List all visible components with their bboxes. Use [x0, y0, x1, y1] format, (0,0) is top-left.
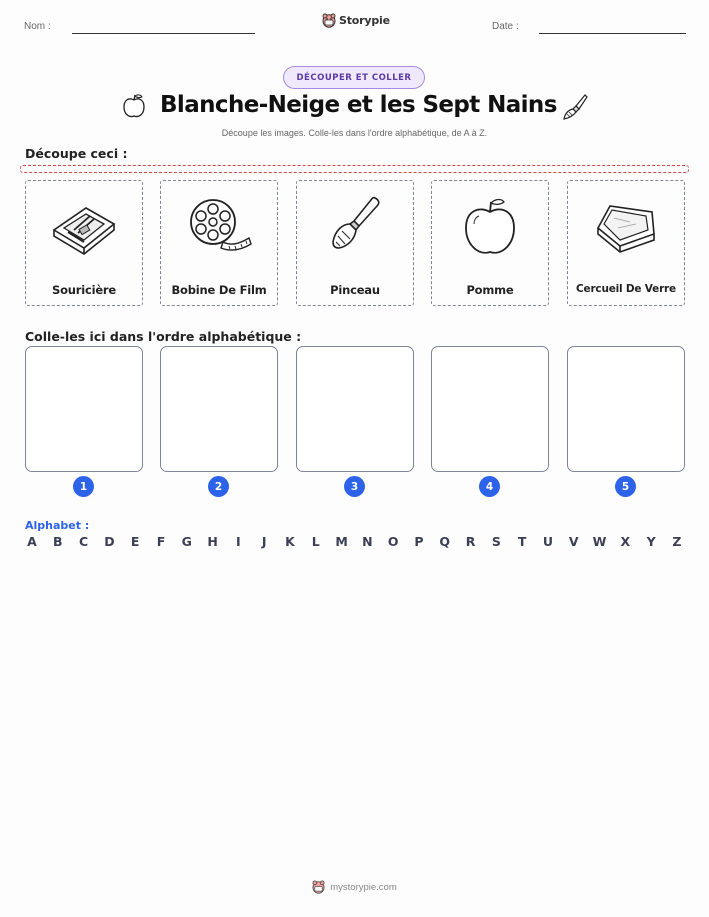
alphabet-letter: M — [335, 534, 348, 549]
film-reel-icon — [183, 194, 255, 258]
storypie-mascot-icon — [312, 880, 325, 894]
cutout-card-paintbrush[interactable] — [296, 180, 414, 306]
apple-icon — [454, 194, 526, 258]
alphabet-letter: U — [542, 534, 554, 549]
paste-box-3[interactable] — [296, 346, 414, 472]
paintbrush-icon — [561, 92, 589, 122]
apple-icon — [121, 92, 147, 120]
cut-line — [20, 165, 689, 173]
paste-box-1[interactable] — [25, 346, 143, 472]
date-line[interactable] — [539, 33, 686, 34]
footer — [0, 880, 709, 894]
mousetrap-icon — [48, 194, 120, 258]
card-label: Pinceau — [330, 283, 380, 297]
order-number-badge: 5 — [615, 476, 636, 497]
date-label: Date : — [492, 21, 519, 32]
cutout-card-glass-coffin[interactable] — [567, 180, 685, 306]
alphabet-letter: E — [130, 534, 140, 549]
cutout-card-mousetrap[interactable] — [25, 180, 143, 306]
cut-section-label: Découpe ceci : — [25, 146, 128, 161]
paste-box-4[interactable] — [431, 346, 549, 472]
card-label: Souricière — [51, 283, 116, 297]
alphabet-letter: K — [285, 534, 295, 549]
activity-badge: DÉCOUPER ET COLLER — [283, 66, 425, 89]
alphabet-letter: X — [620, 534, 631, 549]
brand-name: Storypie — [339, 14, 390, 27]
glass-coffin-icon — [590, 194, 662, 258]
order-number-badge: 1 — [73, 476, 94, 497]
order-number-badge: 3 — [344, 476, 365, 497]
alphabet-letter: O — [387, 534, 399, 549]
alphabet-letter: Q — [439, 534, 451, 549]
card-label: Pomme — [466, 283, 514, 297]
alphabet-letter: S — [491, 534, 501, 549]
title-row — [0, 92, 709, 124]
paste-section-label: Colle-les ici dans l'ordre alphabétique : — [25, 329, 302, 344]
alphabet-letter: F — [156, 534, 166, 549]
alphabet-letter: T — [517, 534, 527, 549]
alphabet-letter: N — [362, 534, 373, 549]
instructions: Découpe les images. Colle-les dans l'ordre alphabétique, de A à Z. — [221, 128, 488, 138]
order-number-badge: 2 — [208, 476, 229, 497]
name-line[interactable] — [72, 33, 255, 34]
alphabet-letter: Y — [646, 534, 656, 549]
alphabet-letter: J — [261, 534, 267, 549]
alphabet-letter: D — [104, 534, 115, 549]
order-number-badge: 4 — [479, 476, 500, 497]
cutout-card-film-reel[interactable] — [160, 180, 278, 306]
name-label: Nom : — [24, 21, 51, 32]
brand-logo — [322, 13, 390, 28]
alphabet-letter: W — [592, 534, 607, 549]
alphabet-letter: G — [181, 534, 192, 549]
alphabet-letter: B — [53, 534, 63, 549]
paintbrush-icon — [319, 194, 391, 258]
card-label: Cercueil De Verre — [576, 283, 676, 295]
alphabet-letter: A — [27, 534, 37, 549]
alphabet-letter: C — [79, 534, 89, 549]
page-title: Blanche-Neige et les Sept Nains — [160, 92, 557, 118]
footer-url[interactable]: mystorypie.com — [330, 881, 397, 893]
cutout-card-apple[interactable] — [431, 180, 549, 306]
alphabet-letter: P — [414, 534, 424, 549]
alphabet-letter: I — [236, 534, 241, 549]
storypie-mascot-icon — [322, 13, 336, 28]
alphabet-label: Alphabet : — [25, 519, 90, 532]
paste-box-5[interactable] — [567, 346, 685, 472]
alphabet-letter: L — [311, 534, 320, 549]
card-label: Bobine De Film — [171, 283, 267, 297]
alphabet-letter: V — [568, 534, 579, 549]
paste-box-2[interactable] — [160, 346, 278, 472]
alphabet-row — [24, 534, 685, 549]
alphabet-letter: Z — [672, 534, 682, 549]
alphabet-letter: R — [465, 534, 476, 549]
alphabet-letter: H — [207, 534, 218, 549]
